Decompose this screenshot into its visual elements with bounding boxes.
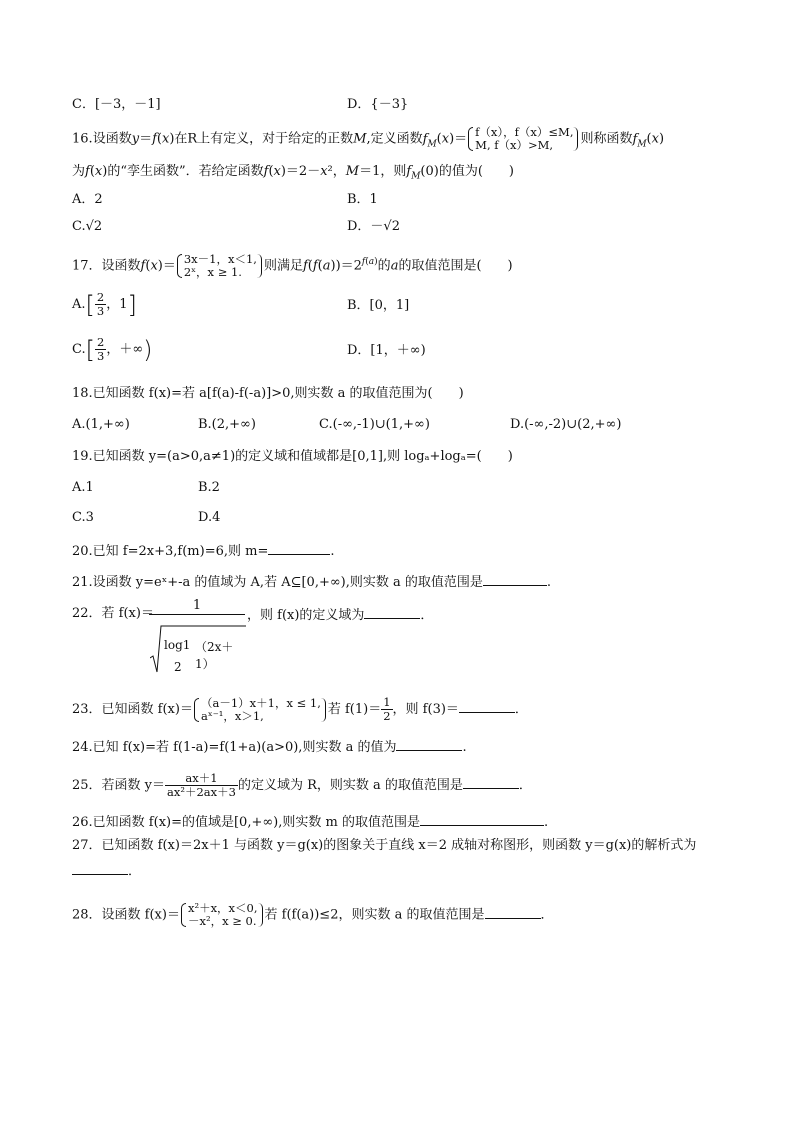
q18-option-b: B.(2,+∞) [198,417,256,432]
q17-option-a: A.[ $\frac{2}{3}$ ，1] [72,290,137,319]
answer-blank[interactable] [485,906,541,919]
q16-option-a: A．2 [72,192,103,207]
q16-piecewise: f（x），f（x）≤M, M, f（x）>M, [467,126,573,152]
answer-blank[interactable] [483,573,547,586]
q28-stem: 28．设函数 f(x)＝ x²＋x，x＜0, －x²，x ≥ 0. 若 f(f(a))≤2，则实数 a 的取值范围是 ． [72,901,554,928]
q17-stem: 17．设函数f(x)＝ 3x－1，x＜1, 2ˣ，x ≥ 1. 则满足$f(f(a))=2^{f(a)}$的a的取值范围是( ) [72,252,513,279]
q18-option-a: A.(1,+∞) [72,417,130,432]
q17-option-d: D．[1，＋∞) [347,343,426,358]
q26-stem: 26.已知函数 f(x)=的值域是[0,+∞),则实数 m 的取值范围是 . [72,815,549,830]
q24-stem: 24.已知 f(x)=若 f(1-a)=f(1+a)(a>0),则实数 a 的值为 . [72,740,467,755]
answer-blank[interactable] [364,606,420,619]
q21-stem: 21.设函数 y=eˣ+-a 的值域为 A,若 A⊆[0,+∞),则实数 a 的取值范围是 . [72,575,552,590]
answer-blank[interactable] [268,542,330,555]
q19-option-d: D.4 [198,510,221,525]
answer-blank[interactable] [459,700,515,713]
q18-option-d: D.(-∞,-2)∪(2,+∞) [510,417,622,432]
q19-option-a: A.1 [72,480,94,495]
q27-answer-line: ． [72,862,141,880]
answer-blank[interactable] [463,776,519,789]
answer-blank[interactable] [72,862,128,875]
q25-stem: 25．若函数 y＝ $\frac{ax+1}{\text{ax²＋2ax＋3}}$ 的定义域为 R，则实数 a 的取值范围是 ． [72,771,532,799]
q16-option-c: C.√2 [72,219,103,234]
q16-stem-line2: 为f(x)的“孪生函数”．若给定函数f(x)＝2－x²，M＝1，则$f_M(0)$的值为( ) [72,164,514,182]
q19-stem: 19.已知函数 y=(a>0,a≠1)的定义域和值域都是[0,1],则 logₐ+logₐ=( ) [72,449,513,464]
q16-stem-line1: 16.设函数y＝f(x)在R上有定义，对于给定的正数M,定义函数$f_M(x)=$ f（x），f（x）≤M, M, f（x）>M, 则称函数$f_M(x)$ [72,125,665,152]
q20-stem: 20.已知 f=2x+3,f(m)=6,则 m= . [72,544,335,559]
q15-option-c: C．[－3，－1] [72,97,161,112]
q22-stem: 22．若 f(x)＝ [72,606,154,621]
q22-denominator: log1 2 （2x＋1） [150,624,246,676]
q17-option-c: C.[ $\frac{2}{3}$ ，＋∞) [72,335,153,364]
q22-stem-tail: ，则 f(x)的定义域为 ． [247,608,434,623]
q27-stem: 27．已知函数 f(x)＝2x＋1 与函数 y＝g(x)的图象关于直线 x＝2 成轴对称图形，则函数 y＝g(x)的解析式为 [72,838,697,853]
q18-option-c: C.(-∞,-1)∪(1,+∞) [319,417,430,432]
q19-option-c: C.3 [72,510,94,525]
q17-piecewise: 3x－1，x＜1, 2ˣ，x ≥ 1. [176,253,257,279]
q23-piecewise: （a－1）x＋1，x ≤ 1, aˣ⁻¹，x＞1, [193,697,321,723]
answer-blank[interactable] [396,738,462,751]
q19-option-b: B.2 [198,480,220,495]
q16-option-d: D．－√2 [347,219,400,234]
q23-stem: 23．已知函数 f(x)＝ （a－1）x＋1，x ≤ 1, aˣ⁻¹，x＞1, 若 f(1)＝ $\frac{1}{2}$ ，则 f(3)＝ ． [72,695,528,723]
q22-numerator: 1 [149,598,245,615]
answer-blank[interactable] [420,813,544,826]
q15-option-d: D．{－3} [347,97,409,112]
q18-stem: 18.已知函数 f(x)=若 a[f(a)-f(-a)]>0,则实数 a 的取值范围为( ) [72,386,464,401]
q28-piecewise: x²＋x，x＜0, －x²，x ≥ 0. [180,902,258,928]
q17-option-b: B．[0，1] [347,298,410,313]
q16-option-b: B．1 [347,192,378,207]
